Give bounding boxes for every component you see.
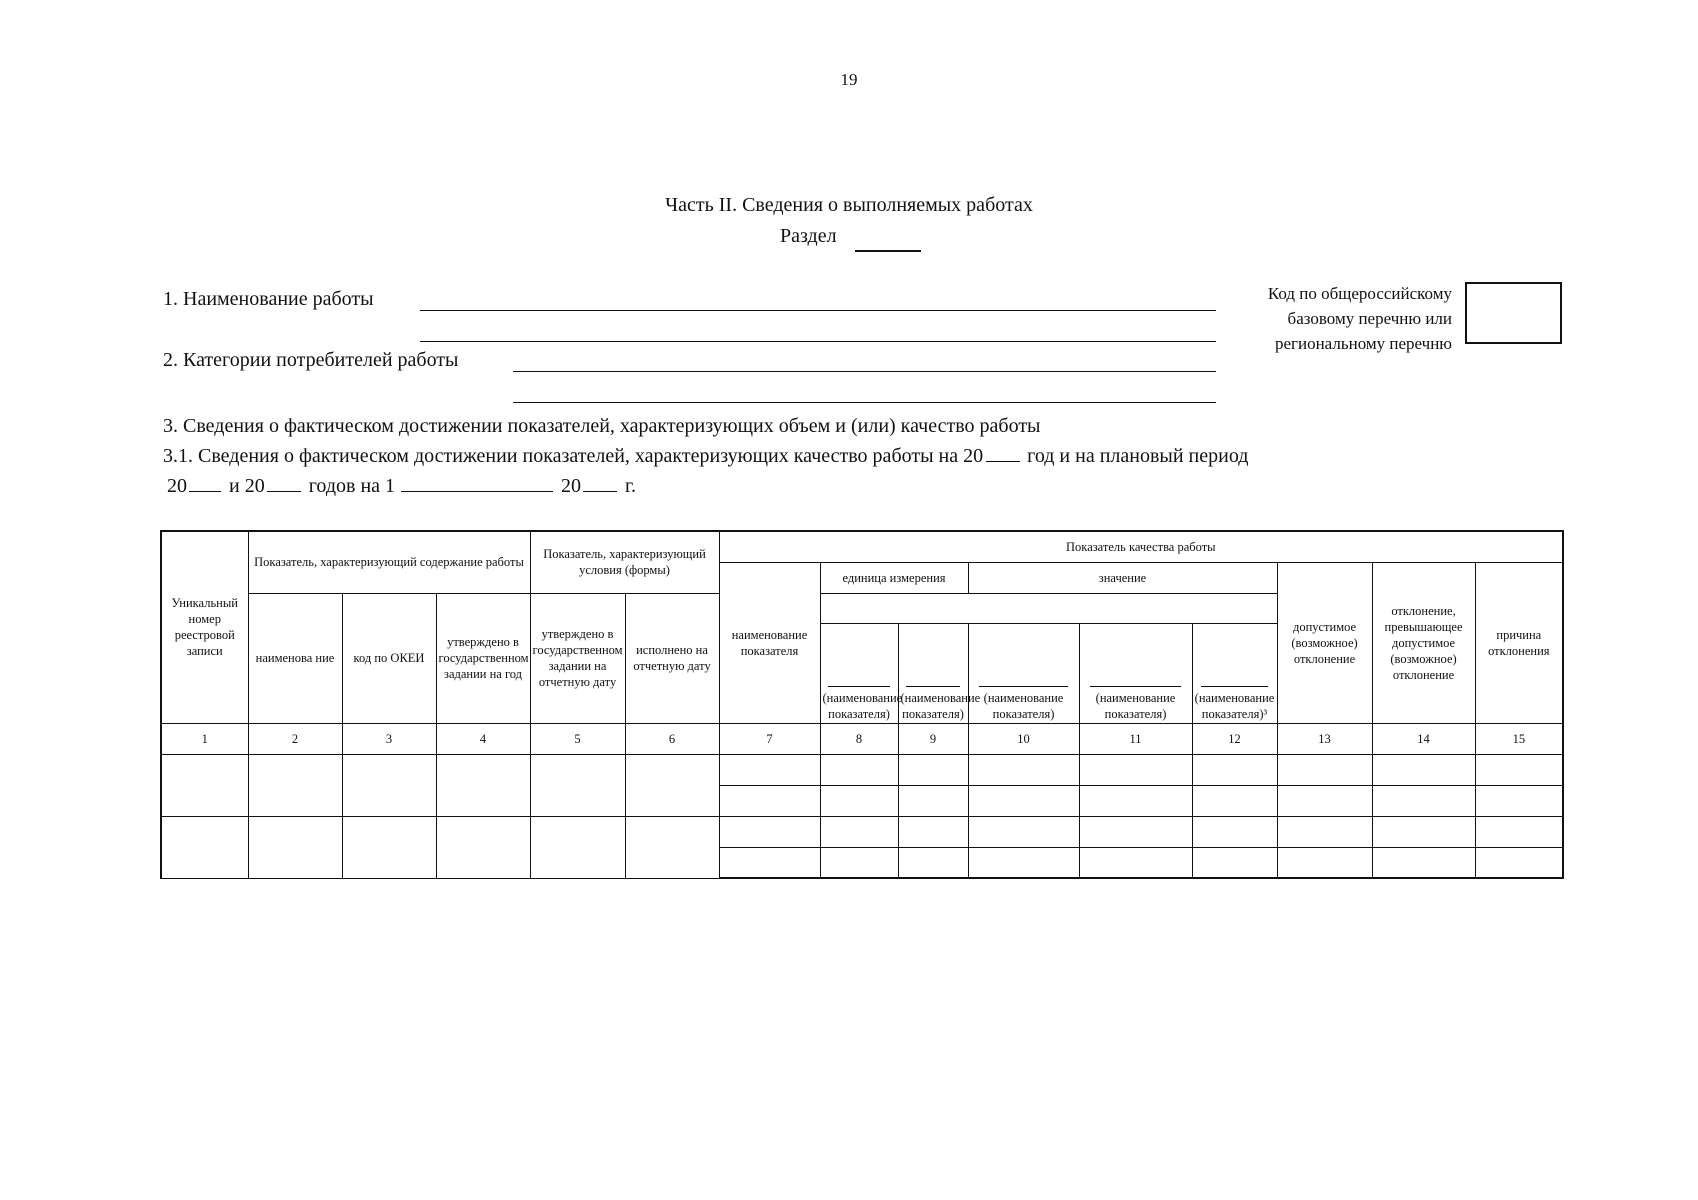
table-cell[interactable] [1372,785,1475,816]
item-3-1-prefix: 3.1. Сведения о фактическом достижении показателей, характеризующих качество работы на 20 [163,445,984,467]
table-cell[interactable] [1277,847,1372,878]
years-on-label: годов на 1 [308,475,396,497]
table-cell[interactable] [1475,754,1563,785]
header-content-name-3: (наименование показателя) [968,623,1079,723]
consumer-categories-label: 2. Категории потребителей работы [163,349,459,371]
table-cell[interactable] [248,754,342,816]
year-blank-4[interactable] [583,491,617,492]
table-cell[interactable] [161,754,248,816]
column-number: 7 [719,723,820,754]
table-cell[interactable] [968,847,1079,878]
header-unit-name: наименова ние [248,593,342,723]
table-cell[interactable] [719,816,820,847]
header-registry-number: Уникальный номер реестровой записи [161,531,248,723]
column-number: 3 [342,723,436,754]
column-number: 13 [1277,723,1372,754]
item-3-1-line-1 [163,445,1248,468]
header-unit: единица измерения [820,562,968,593]
date-blank[interactable] [401,491,553,492]
table-cell[interactable] [342,754,436,816]
header-deviation-reason: причина отклонения [1475,562,1563,723]
table-cell[interactable] [1192,754,1277,785]
table-cell[interactable] [719,785,820,816]
table-cell[interactable] [1372,754,1475,785]
table-cell[interactable] [1475,847,1563,878]
table-cell[interactable] [436,816,530,878]
year-blank-1[interactable] [986,461,1020,462]
header-value: значение [968,562,1277,593]
quality-indicators-table [160,530,1564,879]
table-cell[interactable] [1475,785,1563,816]
table-cell[interactable] [1079,816,1192,847]
registry-code-label: Код по общероссийскому базовому перечню или региональному перечню [1267,284,1452,353]
header-excess-deviation: отклонение, превышающее допустимое (возможное) отклонение [1372,562,1475,723]
table-cell[interactable] [1372,847,1475,878]
item-3-heading: 3. Сведения о фактическом достижении показателей, характеризующих объем и (или) качество работы [163,415,1041,437]
column-number: 8 [820,723,898,754]
table-cell[interactable] [1192,785,1277,816]
column-number: 4 [436,723,530,754]
section-number-blank[interactable] [855,250,921,252]
table-cell[interactable] [1277,816,1372,847]
column-number: 2 [248,723,342,754]
work-name-label: 1. Наименование работы [163,288,374,310]
table-cell[interactable] [719,847,820,878]
table-cell[interactable] [1192,847,1277,878]
table-cell[interactable] [968,816,1079,847]
table-cell[interactable] [342,816,436,878]
page-number: 19 [840,70,858,89]
year-prefix-4: 20 [561,475,582,497]
column-number: 12 [1192,723,1277,754]
table-cell[interactable] [898,847,968,878]
header-content-name-1: (наименование показателя) [820,623,898,723]
header-conditions-name-2: (наименование показателя)³ [1192,623,1277,723]
item-3-1-line-2 [167,475,636,498]
table-cell[interactable] [248,816,342,878]
column-number: 6 [625,723,719,754]
table-cell[interactable] [530,816,625,878]
table-cell[interactable] [820,754,898,785]
year-blank-3[interactable] [267,491,301,492]
table-cell[interactable] [1475,816,1563,847]
header-content-name-2: (наименование показателя) [898,623,968,723]
header-content-indicator: Показатель, характеризующий содержание работы [248,531,530,593]
section-label: Раздел [780,225,837,247]
table-cell[interactable] [1192,816,1277,847]
table-cell[interactable] [161,816,248,878]
table-cell[interactable] [719,754,820,785]
table-cell[interactable] [1372,816,1475,847]
table-cell[interactable] [530,754,625,816]
work-name-line-1[interactable] [420,310,1216,311]
table-cell[interactable] [1277,785,1372,816]
table-cell[interactable] [436,754,530,816]
column-number: 15 [1475,723,1563,754]
table-cell[interactable] [1079,754,1192,785]
year-blank-2[interactable] [189,491,221,492]
table-cell[interactable] [1277,754,1372,785]
table-cell[interactable] [898,754,968,785]
registry-code-box[interactable] [1465,282,1562,344]
header-okei-code: код по ОКЕИ [342,593,436,723]
header-conditions-indicator: Показатель, характеризующий условия (формы) [530,531,719,593]
work-name-line-2[interactable] [420,341,1216,342]
header-approved-year: утверждено в государственном задании на год [436,593,530,723]
table-cell[interactable] [1079,785,1192,816]
column-number: 5 [530,723,625,754]
table-cell[interactable] [898,785,968,816]
table-cell[interactable] [820,847,898,878]
column-number: 1 [161,723,248,754]
consumer-categories-line-1[interactable] [513,371,1216,372]
and-year-label: и 20 [229,475,265,497]
table-cell[interactable] [968,754,1079,785]
header-indicator-name: наименование показателя [719,562,820,723]
header-allowed-deviation: допустимое (возможное) отклонение [1277,562,1372,723]
header-conditions-name-1: (наименование показателя) [1079,623,1192,723]
table-cell[interactable] [625,754,719,816]
header-quality-indicator: Показатель качества работы [719,531,1563,562]
table-cell[interactable] [625,816,719,878]
consumer-categories-line-2[interactable] [513,402,1216,403]
column-number: 9 [898,723,968,754]
page-title: Часть II. Сведения о выполняемых работах [665,194,1033,216]
column-number: 11 [1079,723,1192,754]
table-cell[interactable] [968,785,1079,816]
table-cell[interactable] [820,816,898,847]
header-executed: исполнено на отчетную дату [625,593,719,723]
item-3-1-suffix: год и на плановый период [1027,445,1249,467]
year-prefix-2: 20 [167,475,187,497]
table-cell[interactable] [1079,847,1192,878]
g-label: г. [625,475,636,497]
column-number: 10 [968,723,1079,754]
table-cell[interactable] [898,816,968,847]
column-number: 14 [1372,723,1475,754]
header-approved-report-date: утверждено в государственном задании на отчетную дату [530,593,625,723]
table-cell[interactable] [820,785,898,816]
